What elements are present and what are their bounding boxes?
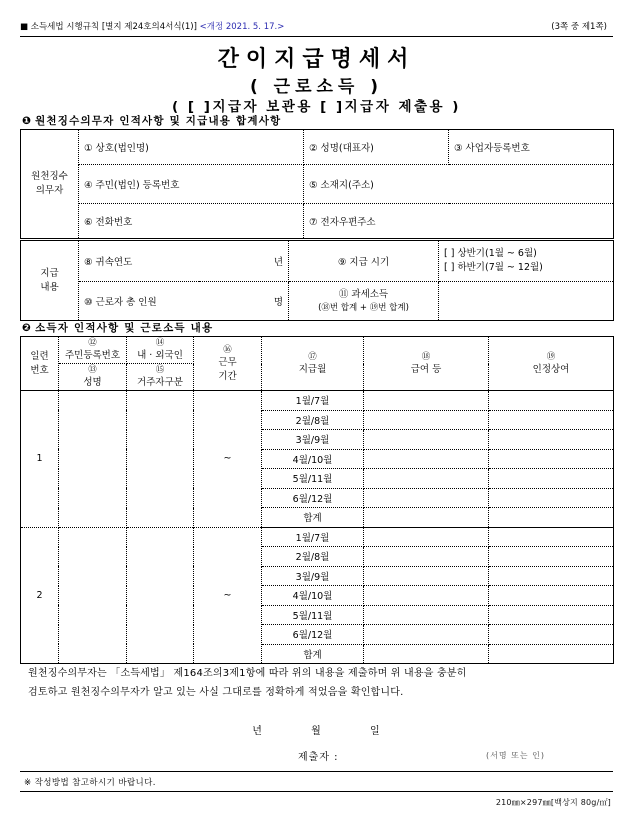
cell-payment-month: 3월/9월	[262, 566, 364, 586]
col-label-16-line1: 근무	[218, 356, 237, 368]
cell-recognized-bonus[interactable]	[489, 391, 614, 411]
section2-bullet: ❷	[22, 322, 33, 334]
col-header-salary	[364, 337, 489, 391]
cell-salary[interactable]	[364, 586, 489, 606]
period-first-half[interactable]: [ ] 상반기(1월 ~ 6월)	[444, 248, 537, 260]
field-attribution-year[interactable]: ⑧ 귀속연도	[79, 241, 199, 282]
col-num-17: ⑰	[308, 351, 317, 362]
copy-use-line: ( [ ]지급자 보관용 [ ]지급자 제출용 )	[172, 99, 461, 115]
date-month-label: 월	[311, 726, 322, 737]
date-year-label: 년	[252, 726, 263, 737]
cell-recognized-bonus[interactable]	[489, 605, 614, 625]
withholder-row-label	[21, 130, 79, 239]
col-num-15: ⑮	[155, 365, 165, 376]
section1-heading	[22, 113, 281, 128]
section1-bullet: ❶	[22, 115, 33, 127]
instruction-note: ※ 작성방법 참고하시기 바랍니다.	[24, 778, 156, 788]
label-people-unit: 명	[199, 282, 289, 321]
cell-nationality[interactable]	[127, 391, 194, 450]
declaration-line1: 원천징수의무자는 「소득세법」 제164조의3제1항에 따라 위의 내용을 제출하며 위 내용을 충분히	[28, 668, 467, 679]
table-row	[21, 449, 614, 469]
cell-sequence: 2	[21, 527, 59, 664]
table-row	[21, 282, 614, 321]
cell-recognized-bonus-total[interactable]	[489, 644, 614, 664]
submitter-label: 제출자 :	[298, 752, 339, 763]
col-header-nationality	[127, 337, 194, 364]
col-header-payment-month	[262, 337, 364, 391]
section1-heading-text: 원천징수의무자 인적사항 및 지급내용 합계사항	[35, 115, 282, 127]
field-resident-corp-number[interactable]: ④ 주민(법인) 등록번호	[79, 165, 304, 204]
cell-payment-month: 6월/12월	[262, 488, 364, 508]
table-row	[21, 391, 614, 411]
declaration-statement	[28, 665, 608, 702]
cell-work-period[interactable]: ~	[194, 527, 262, 664]
cell-recognized-bonus[interactable]	[489, 547, 614, 567]
table-row	[21, 586, 614, 606]
page-subtitle: ( 근로소득 )	[249, 77, 384, 97]
field-phone[interactable]: ⑥ 전화번호	[79, 204, 304, 239]
table-row	[21, 527, 614, 547]
cell-recognized-bonus[interactable]	[489, 625, 614, 645]
cell-salary[interactable]	[364, 391, 489, 411]
cell-residency-type[interactable]	[127, 586, 194, 664]
taxable-income-value[interactable]	[439, 282, 614, 321]
cell-salary[interactable]	[364, 566, 489, 586]
field-rep-name[interactable]: ② 성명(대표자)	[304, 130, 449, 165]
table-row	[21, 165, 614, 204]
revision-date: <개정 2021. 5. 17.>	[199, 22, 285, 32]
cell-salary[interactable]	[364, 469, 489, 489]
cell-recognized-bonus[interactable]	[489, 430, 614, 450]
col-header-work-period	[194, 337, 262, 391]
income-detail-table	[20, 336, 614, 664]
cell-salary[interactable]	[364, 449, 489, 469]
header-divider	[20, 36, 613, 37]
col-num-19: ⑲	[546, 351, 556, 362]
cell-payment-month: 4월/10월	[262, 449, 364, 469]
form-reference-text: ■ 소득세법 시행규칙 [별지 제24호의4서식(1)]	[20, 22, 197, 32]
col-label-16-line2: 기간	[218, 370, 237, 382]
note-divider-top	[20, 771, 613, 772]
cell-recognized-bonus[interactable]	[489, 469, 614, 489]
table-row	[21, 204, 614, 239]
col-num-14: ⑭	[155, 338, 165, 348]
cell-salary-total[interactable]	[364, 644, 489, 664]
col-label-19: 인정상여	[532, 363, 570, 375]
cell-salary[interactable]	[364, 527, 489, 547]
col-num-16: ⑯	[223, 344, 232, 355]
cell-payment-month-total: 합계	[262, 644, 364, 664]
cell-payment-month: 1월/7월	[262, 527, 364, 547]
cell-payment-month: 5월/11월	[262, 605, 364, 625]
field-company-name[interactable]: ① 상호(법인명)	[79, 130, 304, 165]
col-label-17: 지급월	[298, 363, 327, 375]
cell-salary[interactable]	[364, 547, 489, 567]
field-business-number[interactable]: ③ 사업자등록번호	[449, 130, 614, 165]
cell-salary[interactable]	[364, 410, 489, 430]
page-title: 간이지급명세서	[217, 47, 416, 72]
field-taxable-income	[289, 282, 439, 321]
period-second-half[interactable]: [ ] 하반기(7월 ~ 12월)	[444, 262, 543, 273]
table-row	[21, 241, 614, 282]
cell-residency-type[interactable]	[127, 449, 194, 527]
withholder-table	[20, 129, 614, 239]
cell-work-period[interactable]: ~	[194, 391, 262, 528]
withholder-label-line1: 원천징수	[31, 171, 68, 183]
cell-nationality[interactable]	[127, 527, 194, 586]
field-total-workers[interactable]: ⑩ 근로자 총 인원	[79, 282, 199, 321]
taxable-income-formula: (⑱번 합계 + ⑲번 합계)	[318, 302, 409, 313]
declaration-line2: 검토하고 원천징수의무자가 알고 있는 사실 그대로를 정확하게 적었음을 확인합니다.	[28, 686, 404, 698]
col-label-15: 거주자구분	[137, 377, 183, 389]
col-num-13: ⑬	[88, 365, 97, 376]
col-header-name	[59, 364, 127, 391]
col-num-18: ⑱	[421, 351, 431, 362]
sequence-label-line2: 번호	[30, 364, 49, 376]
cell-recognized-bonus[interactable]	[489, 566, 614, 586]
sequence-label-line1: 일련	[30, 350, 49, 362]
cell-sequence: 1	[21, 391, 59, 528]
payinfo-label-line1: 지급	[40, 267, 59, 279]
col-header-sequence	[21, 337, 59, 391]
note-divider-bottom	[20, 791, 613, 792]
cell-payment-month: 6월/12월	[262, 625, 364, 645]
payment-period-choices[interactable]	[439, 241, 614, 282]
cell-recognized-bonus-total[interactable]	[489, 508, 614, 528]
date-day-label: 일	[370, 726, 381, 737]
date-line	[0, 722, 633, 737]
page-indicator: (3쪽 중 제1쪽)	[551, 22, 607, 32]
cell-payment-month: 2월/8월	[262, 410, 364, 430]
payinfo-row-label	[21, 241, 79, 321]
payinfo-label-line2: 내용	[40, 281, 59, 293]
field-email[interactable]: ⑦ 전자우편주소	[304, 204, 614, 239]
signature-note: (서명 또는 인)	[486, 751, 545, 760]
col-label-18: 급여 등	[410, 363, 442, 375]
col-label-12: 주민등록번호	[64, 350, 121, 362]
withholder-label-line2: 의무자	[35, 185, 64, 196]
cell-payment-month: 1월/7월	[262, 391, 364, 411]
cell-payment-month: 3월/9월	[262, 430, 364, 450]
cell-salary[interactable]	[364, 430, 489, 450]
cell-salary[interactable]	[364, 605, 489, 625]
cell-payment-month: 2월/8월	[262, 547, 364, 567]
field-payment-period: ⑨ 지급 시기	[289, 241, 439, 282]
section2-heading	[22, 320, 213, 335]
cell-name[interactable]	[59, 449, 127, 527]
cell-salary-total[interactable]	[364, 508, 489, 528]
col-num-12: ⑫	[88, 338, 97, 348]
cell-resident-number[interactable]	[59, 391, 127, 450]
col-header-residency-type	[127, 364, 194, 391]
col-header-recognized-bonus	[489, 337, 614, 391]
form-reference	[20, 20, 284, 32]
table-header-row	[21, 337, 614, 364]
paper-spec: 210㎜×297㎜[백상지 80g/㎡]	[495, 798, 611, 807]
col-label-13: 성명	[83, 377, 102, 389]
cell-recognized-bonus[interactable]	[489, 449, 614, 469]
col-header-resident-number	[59, 337, 127, 364]
cell-payment-month: 4월/10월	[262, 586, 364, 606]
cell-payment-month: 5월/11월	[262, 469, 364, 489]
cell-name[interactable]	[59, 586, 127, 664]
cell-salary[interactable]	[364, 625, 489, 645]
cell-resident-number[interactable]	[59, 527, 127, 586]
cell-recognized-bonus[interactable]	[489, 527, 614, 547]
cell-recognized-bonus[interactable]	[489, 410, 614, 430]
label-year-unit: 년	[199, 241, 289, 282]
taxable-income-label: ⑪ 과세소득	[338, 288, 389, 300]
field-address[interactable]: ⑤ 소재지(주소)	[304, 165, 614, 204]
cell-recognized-bonus[interactable]	[489, 488, 614, 508]
payment-info-table	[20, 240, 614, 321]
cell-payment-month-total: 합계	[262, 508, 364, 528]
cell-salary[interactable]	[364, 488, 489, 508]
cell-recognized-bonus[interactable]	[489, 586, 614, 606]
document-header	[20, 20, 613, 32]
table-row	[21, 130, 614, 165]
section2-heading-text: 소득자 인적사항 및 근로소득 내용	[35, 322, 214, 334]
col-label-14: 내 · 외국인	[137, 350, 183, 362]
